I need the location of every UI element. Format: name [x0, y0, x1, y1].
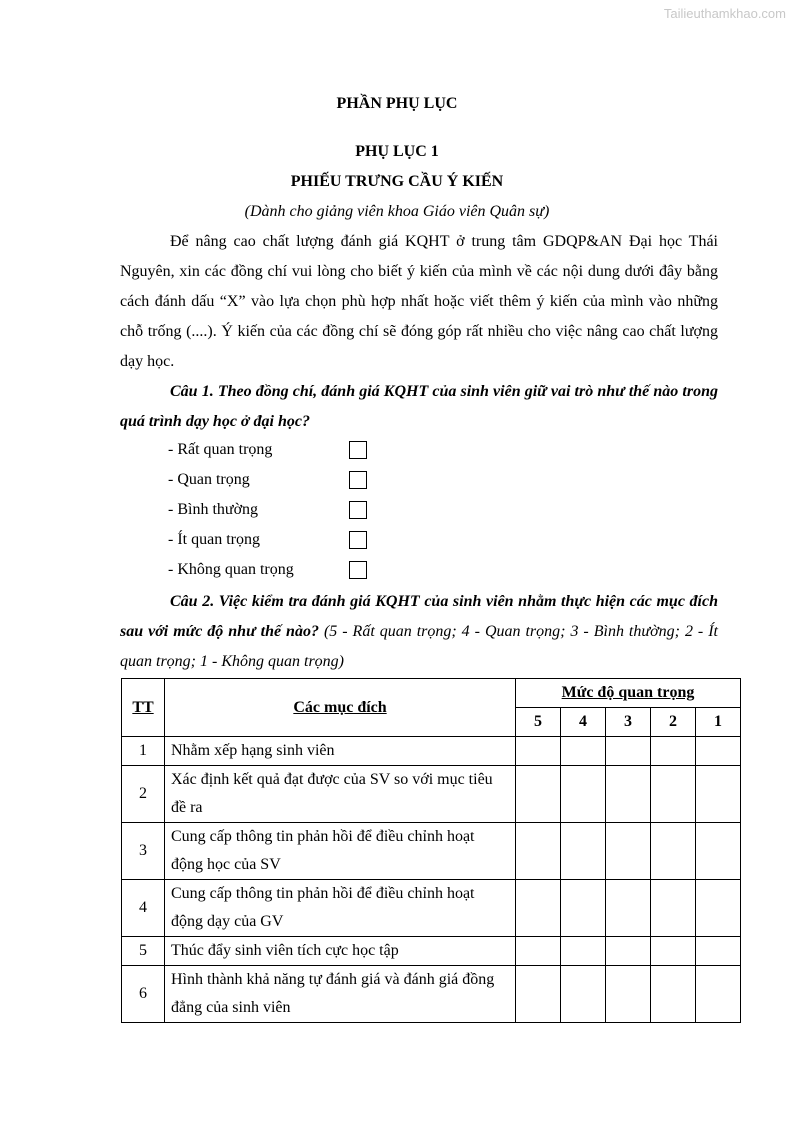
rating-cell[interactable]	[561, 766, 606, 823]
level-header: 4	[561, 708, 606, 737]
row-purpose: Nhằm xếp hạng sinh viên	[165, 737, 516, 766]
intro-paragraph	[120, 227, 718, 377]
rating-cell[interactable]	[651, 880, 696, 937]
option-label: - Bình thường	[168, 501, 259, 518]
rating-cell[interactable]	[651, 737, 696, 766]
rating-cell[interactable]	[696, 737, 741, 766]
rating-cell[interactable]	[516, 823, 561, 880]
rating-cell[interactable]	[696, 937, 741, 966]
row-purpose: Thúc đẩy sinh viên tích cực học tập	[165, 937, 516, 966]
option-label: - Rất quan trọng	[168, 441, 273, 458]
table-row	[122, 966, 741, 1023]
rating-cell[interactable]	[651, 966, 696, 1023]
rating-cell[interactable]	[516, 937, 561, 966]
question-2	[120, 587, 718, 677]
question-1	[120, 377, 718, 437]
option-label: - Không quan trọng	[168, 561, 294, 578]
watermark: Tailieuthamkhao.com	[663, 6, 786, 21]
option-checkbox[interactable]	[349, 501, 367, 519]
rating-cell[interactable]	[606, 937, 651, 966]
level-header: 1	[696, 708, 741, 737]
question-1-text: Câu 1. Theo đồng chí, đánh giá KQHT của sinh viên giữ vai trò như thế nào trong quá trình dạy học ở đại học?	[120, 383, 718, 430]
rating-cell[interactable]	[606, 823, 651, 880]
rating-cell[interactable]	[696, 766, 741, 823]
intro-text: Để nâng cao chất lượng đánh giá KQHT ở trung tâm GDQP&AN Đại học Thái Nguyên, xin các đồng chí vui lòng cho biết ý kiến của mình về các nội dung dưới đây bằng cách đánh dấu “X” vào lựa chọn phù hợp nhất hoặc viết thêm ý kiến của mình vào những chỗ trống (....). Ý kiến của các đồng chí sẽ đóng góp rất nhiều cho việc nâng cao chất lượng dạy học.	[120, 233, 718, 370]
rating-cell[interactable]	[606, 966, 651, 1023]
rating-cell[interactable]	[696, 823, 741, 880]
row-number: 2	[122, 766, 165, 823]
table-row	[122, 937, 741, 966]
row-number: 3	[122, 823, 165, 880]
row-purpose: Cung cấp thông tin phản hồi để điều chỉnh hoạt động dạy của GV	[165, 880, 516, 937]
row-number: 4	[122, 880, 165, 937]
level-header: 3	[606, 708, 651, 737]
option-label: - Ít quan trọng	[168, 531, 260, 548]
row-purpose: Cung cấp thông tin phản hồi để điều chỉnh hoạt động học của SV	[165, 823, 516, 880]
rating-cell[interactable]	[516, 966, 561, 1023]
header-level: Mức độ quan trọng	[516, 679, 741, 708]
question-2-note: (5 - Rất quan trọng; 4 - Quan trọng; 3 - Bình thường; 2 - Ít quan trọng; 1 - Không quan trọng)	[120, 623, 718, 670]
rating-cell[interactable]	[561, 937, 606, 966]
rating-cell[interactable]	[561, 737, 606, 766]
table-row	[122, 766, 741, 823]
level-header: 2	[651, 708, 696, 737]
rating-cell[interactable]	[561, 966, 606, 1023]
rating-cell[interactable]	[606, 880, 651, 937]
rating-cell[interactable]	[651, 766, 696, 823]
option-checkbox[interactable]	[349, 561, 367, 579]
header-tt: TT	[122, 679, 165, 737]
section-title: PHẦN PHỤ LỤC	[336, 95, 458, 112]
row-purpose: Hình thành khả năng tự đánh giá và đánh giá đồng đẳng của sinh viên	[165, 966, 516, 1023]
form-title: PHIẾU TRƯNG CẦU Ý KIẾN	[290, 173, 504, 190]
option-checkbox[interactable]	[349, 531, 367, 549]
table-row	[122, 880, 741, 937]
question-2-text: Câu 2. Việc kiểm tra đánh giá KQHT của sinh viên nhằm thực hiện các mục đích sau với mức độ như thế nào?	[120, 593, 718, 640]
option-checkbox[interactable]	[349, 441, 367, 459]
rating-cell[interactable]	[561, 823, 606, 880]
rating-cell[interactable]	[516, 737, 561, 766]
form-subtitle: (Dành cho giảng viên khoa Giáo viên Quân sự)	[244, 203, 550, 220]
table-row	[122, 737, 741, 766]
row-number: 1	[122, 737, 165, 766]
purpose-table	[121, 678, 741, 1023]
rating-cell[interactable]	[516, 880, 561, 937]
header-purpose: Các mục đích	[165, 679, 516, 737]
rating-cell[interactable]	[606, 737, 651, 766]
row-number: 5	[122, 937, 165, 966]
rating-cell[interactable]	[606, 766, 651, 823]
rating-cell[interactable]	[651, 937, 696, 966]
row-purpose: Xác định kết quả đạt được của SV so với mục tiêu đề ra	[165, 766, 516, 823]
row-number: 6	[122, 966, 165, 1023]
option-label: - Quan trọng	[168, 471, 250, 488]
option-checkbox[interactable]	[349, 471, 367, 489]
level-header: 5	[516, 708, 561, 737]
rating-cell[interactable]	[651, 823, 696, 880]
rating-cell[interactable]	[696, 966, 741, 1023]
rating-cell[interactable]	[561, 880, 606, 937]
appendix-title: PHỤ LỤC 1	[355, 143, 439, 160]
table-row	[122, 823, 741, 880]
rating-cell[interactable]	[696, 880, 741, 937]
rating-cell[interactable]	[516, 766, 561, 823]
